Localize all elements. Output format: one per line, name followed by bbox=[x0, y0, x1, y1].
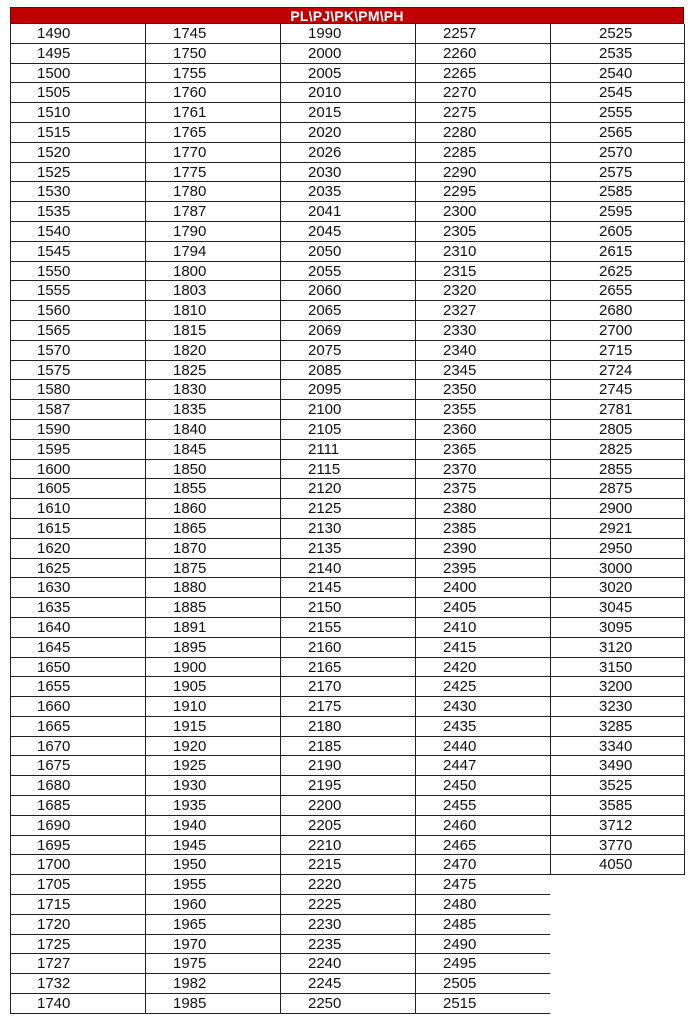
table-cell: 2375 bbox=[416, 479, 550, 499]
table-cell: 1560 bbox=[11, 301, 145, 321]
table-cell: 2370 bbox=[416, 460, 550, 480]
table-cell: 2150 bbox=[281, 598, 415, 618]
table-cell: 2245 bbox=[281, 974, 415, 994]
table-cell: 2250 bbox=[281, 994, 415, 1014]
table-cell: 1650 bbox=[11, 658, 145, 678]
table-cell: 1605 bbox=[11, 479, 145, 499]
table-cell: 1715 bbox=[11, 895, 145, 915]
table-column-2 bbox=[145, 24, 280, 1014]
table-cell: 1770 bbox=[146, 143, 280, 163]
table-cell: 2410 bbox=[416, 618, 550, 638]
table-cell: 2005 bbox=[281, 64, 415, 84]
table-cell: 1665 bbox=[11, 717, 145, 737]
table-cell: 2447 bbox=[416, 756, 550, 776]
table-cell: 3770 bbox=[551, 836, 684, 856]
table-cell: 2145 bbox=[281, 578, 415, 598]
table-cell: 1825 bbox=[146, 361, 280, 381]
table-cell: 2327 bbox=[416, 301, 550, 321]
table-cell: 2470 bbox=[416, 855, 550, 875]
table-cell: 1540 bbox=[11, 222, 145, 242]
table-cell: 2305 bbox=[416, 222, 550, 242]
table-cell: 1765 bbox=[146, 123, 280, 143]
table-cell: 2215 bbox=[281, 855, 415, 875]
table-cell: 2175 bbox=[281, 697, 415, 717]
table-cell: 1930 bbox=[146, 776, 280, 796]
table-cell: 2535 bbox=[551, 44, 684, 64]
table-cell: 1835 bbox=[146, 400, 280, 420]
table-cell: 2680 bbox=[551, 301, 684, 321]
table-cell: 3120 bbox=[551, 638, 684, 658]
table-cell: 2115 bbox=[281, 460, 415, 480]
table-cell: 2170 bbox=[281, 677, 415, 697]
table-cell: 2575 bbox=[551, 163, 684, 183]
table-cell: 2595 bbox=[551, 202, 684, 222]
table-cell: 1950 bbox=[146, 855, 280, 875]
table-cell: 1570 bbox=[11, 341, 145, 361]
table-cell: 1690 bbox=[11, 816, 145, 836]
table-cell: 3285 bbox=[551, 717, 684, 737]
table-cell: 4050 bbox=[551, 855, 684, 875]
table-cell: 2545 bbox=[551, 83, 684, 103]
table-cell: 2465 bbox=[416, 836, 550, 856]
table-cell: 2555 bbox=[551, 103, 684, 123]
table-cell: 1970 bbox=[146, 935, 280, 955]
table-cell: 2700 bbox=[551, 321, 684, 341]
table-cell: 2050 bbox=[281, 242, 415, 262]
size-table bbox=[10, 7, 684, 1014]
table-cell: 2540 bbox=[551, 64, 684, 84]
table-cell: 3150 bbox=[551, 658, 684, 678]
table-cell: 2180 bbox=[281, 717, 415, 737]
table-cell: 1610 bbox=[11, 499, 145, 519]
table-cell: 2365 bbox=[416, 440, 550, 460]
table-cell: 2745 bbox=[551, 380, 684, 400]
table-cell: 3525 bbox=[551, 776, 684, 796]
table-cell: 1790 bbox=[146, 222, 280, 242]
table-cell: 2270 bbox=[416, 83, 550, 103]
table-cell: 2475 bbox=[416, 875, 550, 895]
table-cell: 2355 bbox=[416, 400, 550, 420]
table-cell: 2075 bbox=[281, 341, 415, 361]
table-cell: 1945 bbox=[146, 836, 280, 856]
table-cell: 2385 bbox=[416, 519, 550, 539]
table-cell: 1940 bbox=[146, 816, 280, 836]
table-column-1 bbox=[10, 24, 145, 1014]
table-cell: 2200 bbox=[281, 796, 415, 816]
table-cell: 2295 bbox=[416, 182, 550, 202]
table-cell: 2460 bbox=[416, 816, 550, 836]
table-cell: 2015 bbox=[281, 103, 415, 123]
table-cell: 1520 bbox=[11, 143, 145, 163]
table-cell: 1855 bbox=[146, 479, 280, 499]
table-cell: 1510 bbox=[11, 103, 145, 123]
table-cell: 2415 bbox=[416, 638, 550, 658]
table-cell: 2275 bbox=[416, 103, 550, 123]
table-cell: 1620 bbox=[11, 539, 145, 559]
table-cell: 2160 bbox=[281, 638, 415, 658]
table-cell: 2315 bbox=[416, 262, 550, 282]
table-cell: 2585 bbox=[551, 182, 684, 202]
table-cell: 1815 bbox=[146, 321, 280, 341]
table-cell: 2715 bbox=[551, 341, 684, 361]
table-cell: 2435 bbox=[416, 717, 550, 737]
table-cell: 1645 bbox=[11, 638, 145, 658]
table-cell: 1630 bbox=[11, 578, 145, 598]
table-cell: 2085 bbox=[281, 361, 415, 381]
table-cell: 3340 bbox=[551, 737, 684, 757]
table-columns bbox=[10, 24, 684, 1014]
table-cell: 2000 bbox=[281, 44, 415, 64]
table-cell: 1860 bbox=[146, 499, 280, 519]
table-cell: 2285 bbox=[416, 143, 550, 163]
table-cell: 2425 bbox=[416, 677, 550, 697]
table-cell: 3000 bbox=[551, 559, 684, 579]
table-cell: 1490 bbox=[11, 24, 145, 44]
table-cell: 2026 bbox=[281, 143, 415, 163]
table-title: PL\PJ\PK\PM\PH bbox=[10, 7, 684, 24]
table-cell: 2395 bbox=[416, 559, 550, 579]
table-cell: 1960 bbox=[146, 895, 280, 915]
table-cell: 2155 bbox=[281, 618, 415, 638]
table-cell: 1740 bbox=[11, 994, 145, 1014]
table-cell: 2140 bbox=[281, 559, 415, 579]
table-cell: 1787 bbox=[146, 202, 280, 222]
table-cell: 2095 bbox=[281, 380, 415, 400]
table-cell: 2605 bbox=[551, 222, 684, 242]
table-cell: 2260 bbox=[416, 44, 550, 64]
table-cell: 2380 bbox=[416, 499, 550, 519]
table-cell: 1590 bbox=[11, 420, 145, 440]
table-cell: 1900 bbox=[146, 658, 280, 678]
table-cell: 1840 bbox=[146, 420, 280, 440]
table-cell: 1982 bbox=[146, 974, 280, 994]
table-cell: 2220 bbox=[281, 875, 415, 895]
table-cell: 2111 bbox=[281, 440, 415, 460]
table-cell: 2265 bbox=[416, 64, 550, 84]
table-cell: 2655 bbox=[551, 281, 684, 301]
table-cell: 2950 bbox=[551, 539, 684, 559]
table-cell: 1695 bbox=[11, 836, 145, 856]
table-cell: 1587 bbox=[11, 400, 145, 420]
table-cell: 1935 bbox=[146, 796, 280, 816]
table-cell: 2065 bbox=[281, 301, 415, 321]
table-column-5 bbox=[550, 24, 685, 875]
table-cell: 2781 bbox=[551, 400, 684, 420]
table-cell: 2430 bbox=[416, 697, 550, 717]
table-cell: 2485 bbox=[416, 915, 550, 935]
table-cell: 1750 bbox=[146, 44, 280, 64]
table-cell: 2205 bbox=[281, 816, 415, 836]
table-cell: 2515 bbox=[416, 994, 550, 1014]
table-cell: 2525 bbox=[551, 24, 684, 44]
table-cell: 1775 bbox=[146, 163, 280, 183]
table-cell: 2495 bbox=[416, 954, 550, 974]
table-cell: 1700 bbox=[11, 855, 145, 875]
table-cell: 2045 bbox=[281, 222, 415, 242]
table-cell: 1975 bbox=[146, 954, 280, 974]
table-cell: 2210 bbox=[281, 836, 415, 856]
table-cell: 2455 bbox=[416, 796, 550, 816]
table-cell: 2565 bbox=[551, 123, 684, 143]
table-cell: 2190 bbox=[281, 756, 415, 776]
table-cell: 1875 bbox=[146, 559, 280, 579]
table-cell: 1905 bbox=[146, 677, 280, 697]
table-cell: 1915 bbox=[146, 717, 280, 737]
table-cell: 1720 bbox=[11, 915, 145, 935]
table-cell: 1535 bbox=[11, 202, 145, 222]
table-cell: 1880 bbox=[146, 578, 280, 598]
table-cell: 2055 bbox=[281, 262, 415, 282]
table-cell: 1761 bbox=[146, 103, 280, 123]
table-cell: 2100 bbox=[281, 400, 415, 420]
table-cell: 1990 bbox=[281, 24, 415, 44]
table-cell: 2340 bbox=[416, 341, 550, 361]
table-cell: 1925 bbox=[146, 756, 280, 776]
table-cell: 1640 bbox=[11, 618, 145, 638]
table-cell: 2125 bbox=[281, 499, 415, 519]
table-cell: 1595 bbox=[11, 440, 145, 460]
table-cell: 1885 bbox=[146, 598, 280, 618]
table-cell: 2615 bbox=[551, 242, 684, 262]
table-cell: 1580 bbox=[11, 380, 145, 400]
table-cell: 2257 bbox=[416, 24, 550, 44]
table-cell: 1732 bbox=[11, 974, 145, 994]
table-cell: 1530 bbox=[11, 182, 145, 202]
table-cell: 2130 bbox=[281, 519, 415, 539]
table-cell: 1895 bbox=[146, 638, 280, 658]
table-cell: 2490 bbox=[416, 935, 550, 955]
table-cell: 2440 bbox=[416, 737, 550, 757]
table-cell: 2195 bbox=[281, 776, 415, 796]
table-cell: 2825 bbox=[551, 440, 684, 460]
table-cell: 2921 bbox=[551, 519, 684, 539]
table-cell: 2330 bbox=[416, 321, 550, 341]
table-cell: 1910 bbox=[146, 697, 280, 717]
table-cell: 2855 bbox=[551, 460, 684, 480]
table-cell: 2405 bbox=[416, 598, 550, 618]
table-cell: 1803 bbox=[146, 281, 280, 301]
table-cell: 2185 bbox=[281, 737, 415, 757]
table-cell: 2135 bbox=[281, 539, 415, 559]
table-cell: 1575 bbox=[11, 361, 145, 381]
table-cell: 1670 bbox=[11, 737, 145, 757]
table-cell: 1850 bbox=[146, 460, 280, 480]
table-cell: 2280 bbox=[416, 123, 550, 143]
table-cell: 1845 bbox=[146, 440, 280, 460]
table-cell: 2875 bbox=[551, 479, 684, 499]
table-cell: 1800 bbox=[146, 262, 280, 282]
table-cell: 2350 bbox=[416, 380, 550, 400]
table-cell: 1495 bbox=[11, 44, 145, 64]
table-cell: 1955 bbox=[146, 875, 280, 895]
table-cell: 1680 bbox=[11, 776, 145, 796]
table-cell: 1965 bbox=[146, 915, 280, 935]
table-cell: 2420 bbox=[416, 658, 550, 678]
table-cell: 1600 bbox=[11, 460, 145, 480]
table-cell: 1830 bbox=[146, 380, 280, 400]
table-cell: 1810 bbox=[146, 301, 280, 321]
table-cell: 2010 bbox=[281, 83, 415, 103]
table-cell: 1615 bbox=[11, 519, 145, 539]
table-cell: 3230 bbox=[551, 697, 684, 717]
table-cell: 1794 bbox=[146, 242, 280, 262]
table-cell: 2020 bbox=[281, 123, 415, 143]
table-cell: 2805 bbox=[551, 420, 684, 440]
table-column-4 bbox=[415, 24, 550, 1014]
table-cell: 3585 bbox=[551, 796, 684, 816]
table-cell: 1565 bbox=[11, 321, 145, 341]
table-cell: 3200 bbox=[551, 677, 684, 697]
table-cell: 2120 bbox=[281, 479, 415, 499]
table-cell: 2310 bbox=[416, 242, 550, 262]
table-cell: 1985 bbox=[146, 994, 280, 1014]
table-cell: 1705 bbox=[11, 875, 145, 895]
table-cell: 1920 bbox=[146, 737, 280, 757]
table-cell: 2505 bbox=[416, 974, 550, 994]
table-cell: 2724 bbox=[551, 361, 684, 381]
table-cell: 2235 bbox=[281, 935, 415, 955]
table-cell: 1500 bbox=[11, 64, 145, 84]
table-cell: 2360 bbox=[416, 420, 550, 440]
table-cell: 3712 bbox=[551, 816, 684, 836]
table-cell: 1635 bbox=[11, 598, 145, 618]
table-cell: 1550 bbox=[11, 262, 145, 282]
table-cell: 2030 bbox=[281, 163, 415, 183]
table-cell: 1760 bbox=[146, 83, 280, 103]
table-cell: 1745 bbox=[146, 24, 280, 44]
table-cell: 2240 bbox=[281, 954, 415, 974]
table-cell: 1555 bbox=[11, 281, 145, 301]
table-cell: 2480 bbox=[416, 895, 550, 915]
table-cell: 3490 bbox=[551, 756, 684, 776]
table-cell: 1725 bbox=[11, 935, 145, 955]
table-cell: 1675 bbox=[11, 756, 145, 776]
table-cell: 2900 bbox=[551, 499, 684, 519]
table-cell: 2625 bbox=[551, 262, 684, 282]
table-cell: 1625 bbox=[11, 559, 145, 579]
table-cell: 1755 bbox=[146, 64, 280, 84]
table-cell: 1870 bbox=[146, 539, 280, 559]
table-cell: 1515 bbox=[11, 123, 145, 143]
table-cell: 3020 bbox=[551, 578, 684, 598]
table-cell: 2165 bbox=[281, 658, 415, 678]
table-cell: 1545 bbox=[11, 242, 145, 262]
table-cell: 2060 bbox=[281, 281, 415, 301]
table-cell: 2069 bbox=[281, 321, 415, 341]
table-cell: 2035 bbox=[281, 182, 415, 202]
table-cell: 1865 bbox=[146, 519, 280, 539]
table-cell: 2450 bbox=[416, 776, 550, 796]
table-cell: 1505 bbox=[11, 83, 145, 103]
table-cell: 2320 bbox=[416, 281, 550, 301]
table-cell: 2041 bbox=[281, 202, 415, 222]
table-cell: 2290 bbox=[416, 163, 550, 183]
table-cell: 2230 bbox=[281, 915, 415, 935]
table-cell: 2300 bbox=[416, 202, 550, 222]
table-cell: 2390 bbox=[416, 539, 550, 559]
table-cell: 1891 bbox=[146, 618, 280, 638]
table-cell: 2345 bbox=[416, 361, 550, 381]
table-cell: 1525 bbox=[11, 163, 145, 183]
table-cell: 3095 bbox=[551, 618, 684, 638]
table-cell: 1685 bbox=[11, 796, 145, 816]
table-cell: 1655 bbox=[11, 677, 145, 697]
table-cell: 2225 bbox=[281, 895, 415, 915]
table-cell: 2400 bbox=[416, 578, 550, 598]
table-cell: 2570 bbox=[551, 143, 684, 163]
table-cell: 2105 bbox=[281, 420, 415, 440]
table-column-3 bbox=[280, 24, 415, 1014]
table-cell: 1727 bbox=[11, 954, 145, 974]
table-cell: 1660 bbox=[11, 697, 145, 717]
table-cell: 3045 bbox=[551, 598, 684, 618]
table-cell: 1820 bbox=[146, 341, 280, 361]
table-cell: 1780 bbox=[146, 182, 280, 202]
